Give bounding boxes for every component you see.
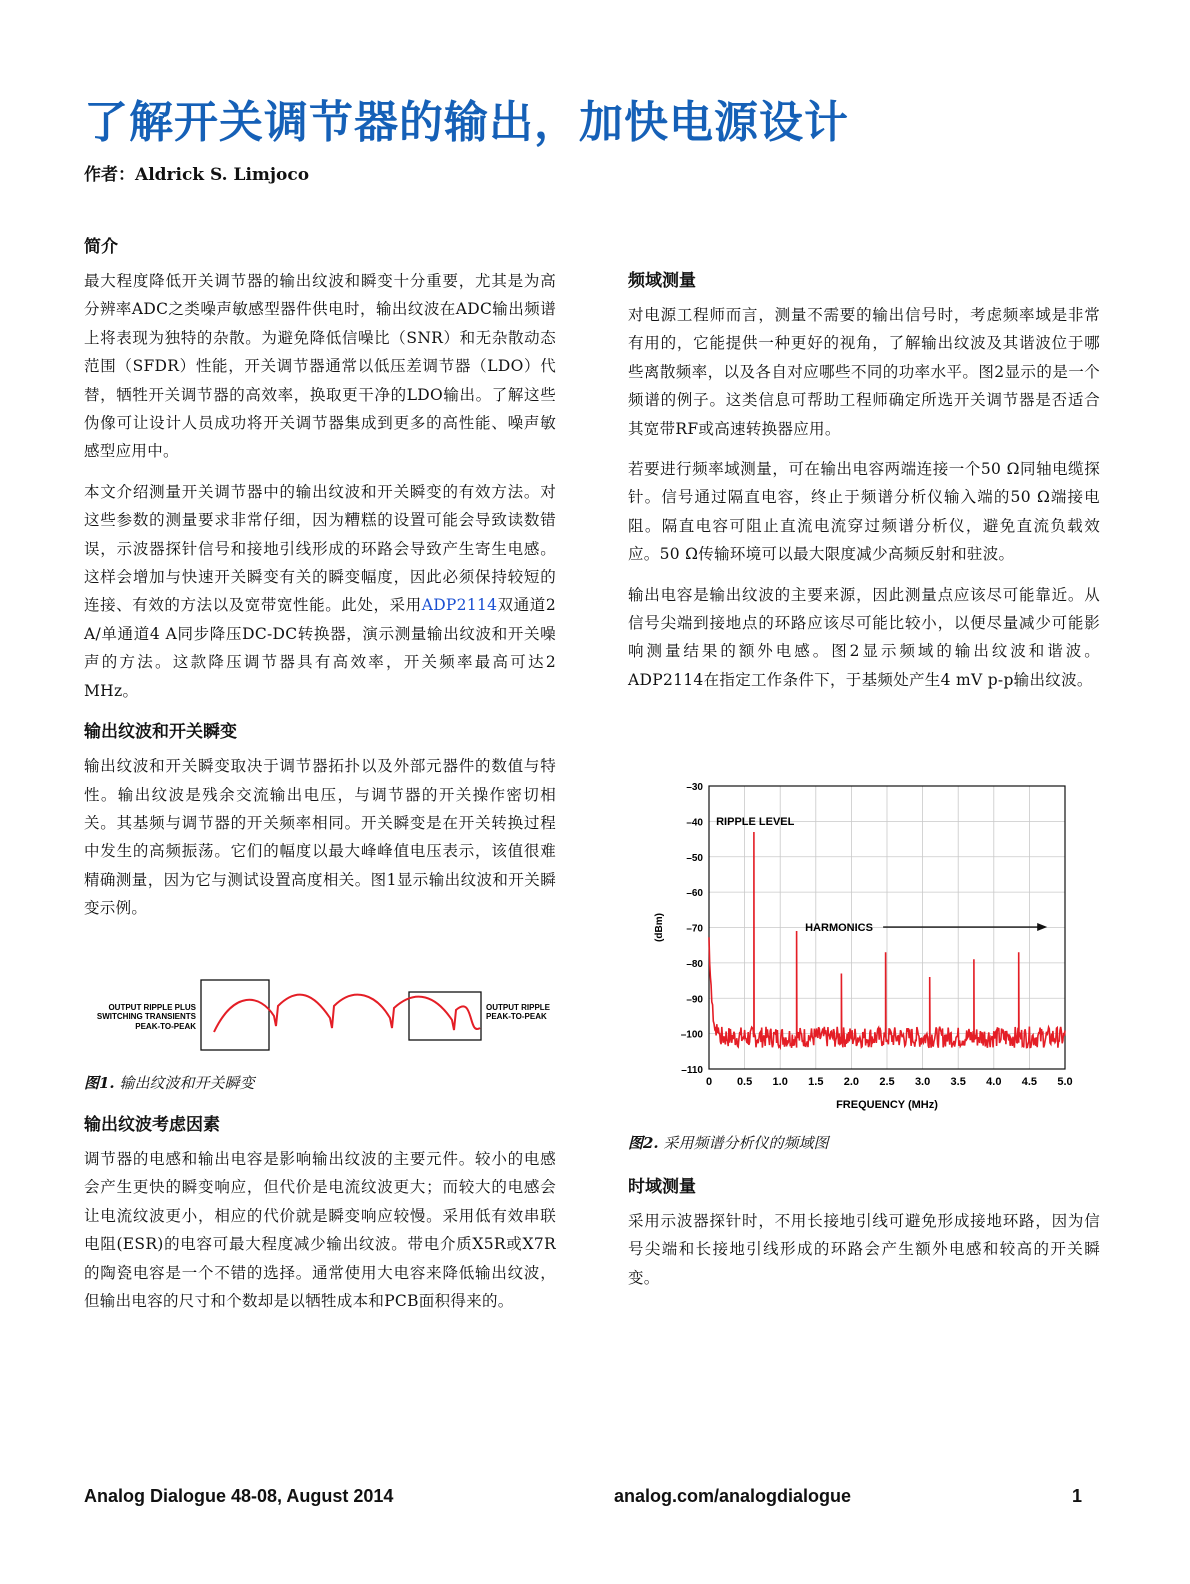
left-column-lower bbox=[84, 1110, 556, 1327]
caption-number: 图2. bbox=[628, 1134, 659, 1152]
page-title: 了解开关调节器的输出，加快电源设计 bbox=[84, 97, 849, 148]
paragraph-intro-2 bbox=[84, 478, 556, 705]
y-tick-label: –60 bbox=[686, 888, 703, 900]
x-tick-label: 4.0 bbox=[986, 1076, 1002, 1088]
x-tick-label: 2.0 bbox=[843, 1076, 860, 1088]
paragraph-ripple: 输出纹波和开关瞬变取决于调节器拓扑以及外部元器件的数值与特性。输出纹波是残余交流输出电压，与调节器的开关操作密切相关。其基频与调节器的开关频率相同。开关瞬变是在开关转换过程中发生的高频振荡。它们的幅度以最大峰峰值电压表示，该值很难精确测量，因为它与测试设置高度相关。图1显示输出纹波和开关瞬变示例。 bbox=[84, 757, 556, 918]
caption-text: 采用频谱分析仪的频域图 bbox=[658, 1134, 829, 1152]
section-heading-considerations: 输出纹波考虑因素 bbox=[84, 1115, 220, 1135]
paragraph-considerations: 调节器的电感和输出电容是影响输出纹波的主要元件。较小的电感会产生更快的瞬变响应，但代价是电流纹波更大；而较大的电感会让电流纹波更小，相应的代价就是瞬变响应较慢。采用低有效串联电阻(ESR)的电容可最大程度减少输出纹波。带电介质X5R或X7R的陶瓷电容是一个不错的选择。通常使用大电容来降低输出纹波，但输出电容的尺寸和个数却是以牺牲成本和PCB面积得来的。 bbox=[84, 1150, 556, 1311]
paragraph-time-domain: 采用示波器探针时，不用长接地引线可避免形成接地环路，因为信号尖端和长接地引线形成的环路会产生额外电感和较高的开关瞬变。 bbox=[628, 1212, 1100, 1287]
fig1-left-label-line2: SWITCHING TRANSIENTS bbox=[96, 1012, 196, 1021]
y-tick-label: –70 bbox=[686, 923, 703, 935]
caption-number: 图1. bbox=[84, 1074, 115, 1092]
right-column bbox=[628, 266, 1100, 706]
author-line: 作者：Aldrick S. Limjoco bbox=[84, 165, 310, 185]
section-heading-ripple: 输出纹波和开关瞬变 bbox=[84, 722, 237, 743]
paragraph-frequency-2: 若要进行频率域测量，可在输出电容两端连接一个50 Ω同轴电缆探针。信号通过隔直电容，终止于频谱分析仪输入端的50 Ω端接电阻。隔直电容可阻止直流电流穿过频谱分析仪，避免直流负载效应。50 Ω传输环境可以最大限度减少高频反射和驻波。 bbox=[628, 460, 1100, 564]
adp2114-link[interactable]: ADP2114 bbox=[421, 596, 498, 615]
caption-text: 输出纹波和开关瞬变 bbox=[114, 1074, 255, 1092]
paragraph-text: 双通道2 A/单通道4 A同步降压DC-DC转换器，演示测量输出纹波和开关噪声的方法。这款降压调节器具有高效率，开关频率最高可达2 MHz。 bbox=[84, 596, 556, 700]
paragraph-intro-1: 最大程度降低开关调节器的输出纹波和瞬变十分重要，尤其是为高分辨率ADC之类噪声敏感型器件供电时，输出纹波在ADC输出频谱上将表现为独特的杂散。为避免降低信噪比（SNR）和无杂散动态范围（SFDR）性能，开关调节器通常以低压差调节器（LDO）代替，牺牲开关调节器的高效率，换取更干净的LDO输出。了解这些伪像可让设计人员成功将开关调节器集成到更多的高性能、噪声敏感型应用中。 bbox=[84, 272, 556, 461]
x-tick-label: 1.5 bbox=[808, 1076, 824, 1088]
y-tick-label: –110 bbox=[681, 1065, 703, 1076]
x-tick-label: 2.5 bbox=[879, 1076, 895, 1088]
x-tick-label: 5.0 bbox=[1057, 1076, 1073, 1088]
x-tick-label: 3.0 bbox=[914, 1076, 931, 1088]
x-tick-label: 0 bbox=[705, 1076, 713, 1088]
fig1-left-label-line1: OUTPUT RIPPLE PLUS bbox=[108, 1003, 196, 1012]
figure-1-caption bbox=[84, 1072, 254, 1093]
y-tick-label: –30 bbox=[686, 782, 703, 793]
paragraph-frequency-1: 对电源工程师而言，测量不需要的输出信号时，考虑频率域是非常有用的，它能提供一种更好的视角，了解输出纹波及其谐波位于哪些离散频率，以及各自对应哪些不同的功率水平。图2显示的是一个频谱的例子。这类信息可帮助工程师确定所选开关调节器是否适合其宽带RF或高速转换器应用。 bbox=[628, 306, 1100, 438]
fig1-right-label-line1: OUTPUT RIPPLE bbox=[486, 1003, 551, 1012]
y-tick-label: –80 bbox=[686, 958, 703, 970]
left-column bbox=[84, 232, 556, 935]
harmonics-arrow-head-icon bbox=[1037, 923, 1047, 931]
section-heading-intro: 简介 bbox=[84, 237, 118, 257]
chart-x-tick-labels bbox=[706, 1076, 1073, 1088]
right-column-lower bbox=[628, 1172, 1100, 1304]
chart-x-axis-label: FREQUENCY (MHz) bbox=[836, 1099, 938, 1111]
y-tick-label: –40 bbox=[686, 817, 703, 829]
figure-2-spectrum-chart bbox=[640, 778, 1080, 1118]
figure-2-caption bbox=[628, 1132, 828, 1153]
footer-publication: Analog Dialogue 48-08, August 2014 bbox=[84, 1486, 394, 1506]
y-tick-label: –90 bbox=[686, 994, 703, 1006]
section-heading-frequency: 频域测量 bbox=[628, 271, 696, 291]
fig1-left-label-line3: PEAK-TO-PEAK bbox=[135, 1022, 196, 1031]
x-tick-label: 4.5 bbox=[1021, 1076, 1038, 1088]
x-tick-label: 3.5 bbox=[950, 1076, 966, 1088]
y-tick-label: –50 bbox=[686, 852, 703, 864]
x-tick-label: 0.5 bbox=[736, 1076, 753, 1088]
chart-y-tick-labels bbox=[681, 782, 704, 1076]
annotation-harmonics: HARMONICS bbox=[805, 922, 873, 935]
figure-1-ripple-waveform bbox=[84, 976, 564, 1060]
fig1-right-label-line2: PEAK-TO-PEAK bbox=[486, 1012, 547, 1021]
chart-y-axis-label: (dBm) bbox=[654, 913, 665, 942]
footer-page-number: 1 bbox=[1072, 1486, 1083, 1506]
annotation-ripple-level: RIPPLE LEVEL bbox=[716, 815, 795, 828]
footer-website-link[interactable]: analog.com/analogdialogue bbox=[614, 1486, 852, 1506]
x-tick-label: 1.0 bbox=[772, 1076, 788, 1088]
paragraph-frequency-3: 输出电容是输出纹波的主要来源，因此测量点应该尽可能靠近。从信号尖端到接地点的环路应该尽可能比较小，以便尽量减少可能影响测量结果的额外电感。图2显示频域的输出纹波和谐波。ADP2114在指定工作条件下，于基频处产生4 mV p-p输出纹波。 bbox=[628, 585, 1100, 689]
fig1-left-bracket bbox=[201, 980, 269, 1050]
section-heading-time-domain: 时域测量 bbox=[628, 1177, 696, 1197]
paragraph-text: 本文介绍测量开关调节器中的输出纹波和开关瞬变的有效方法。对这些参数的测量要求非常仔细，因为糟糕的设置可能会导致读数错误，示波器探针信号和接地引线形成的环路会导致产生寄生电感。这样会增加与快速开关瞬变有关的瞬变幅度，因此必须保持较短的连接、有效的方法以及宽带宽性能。此处，采用 bbox=[84, 482, 556, 615]
fig1-ripple-trace bbox=[214, 995, 480, 1032]
y-tick-label: –100 bbox=[680, 1029, 703, 1041]
